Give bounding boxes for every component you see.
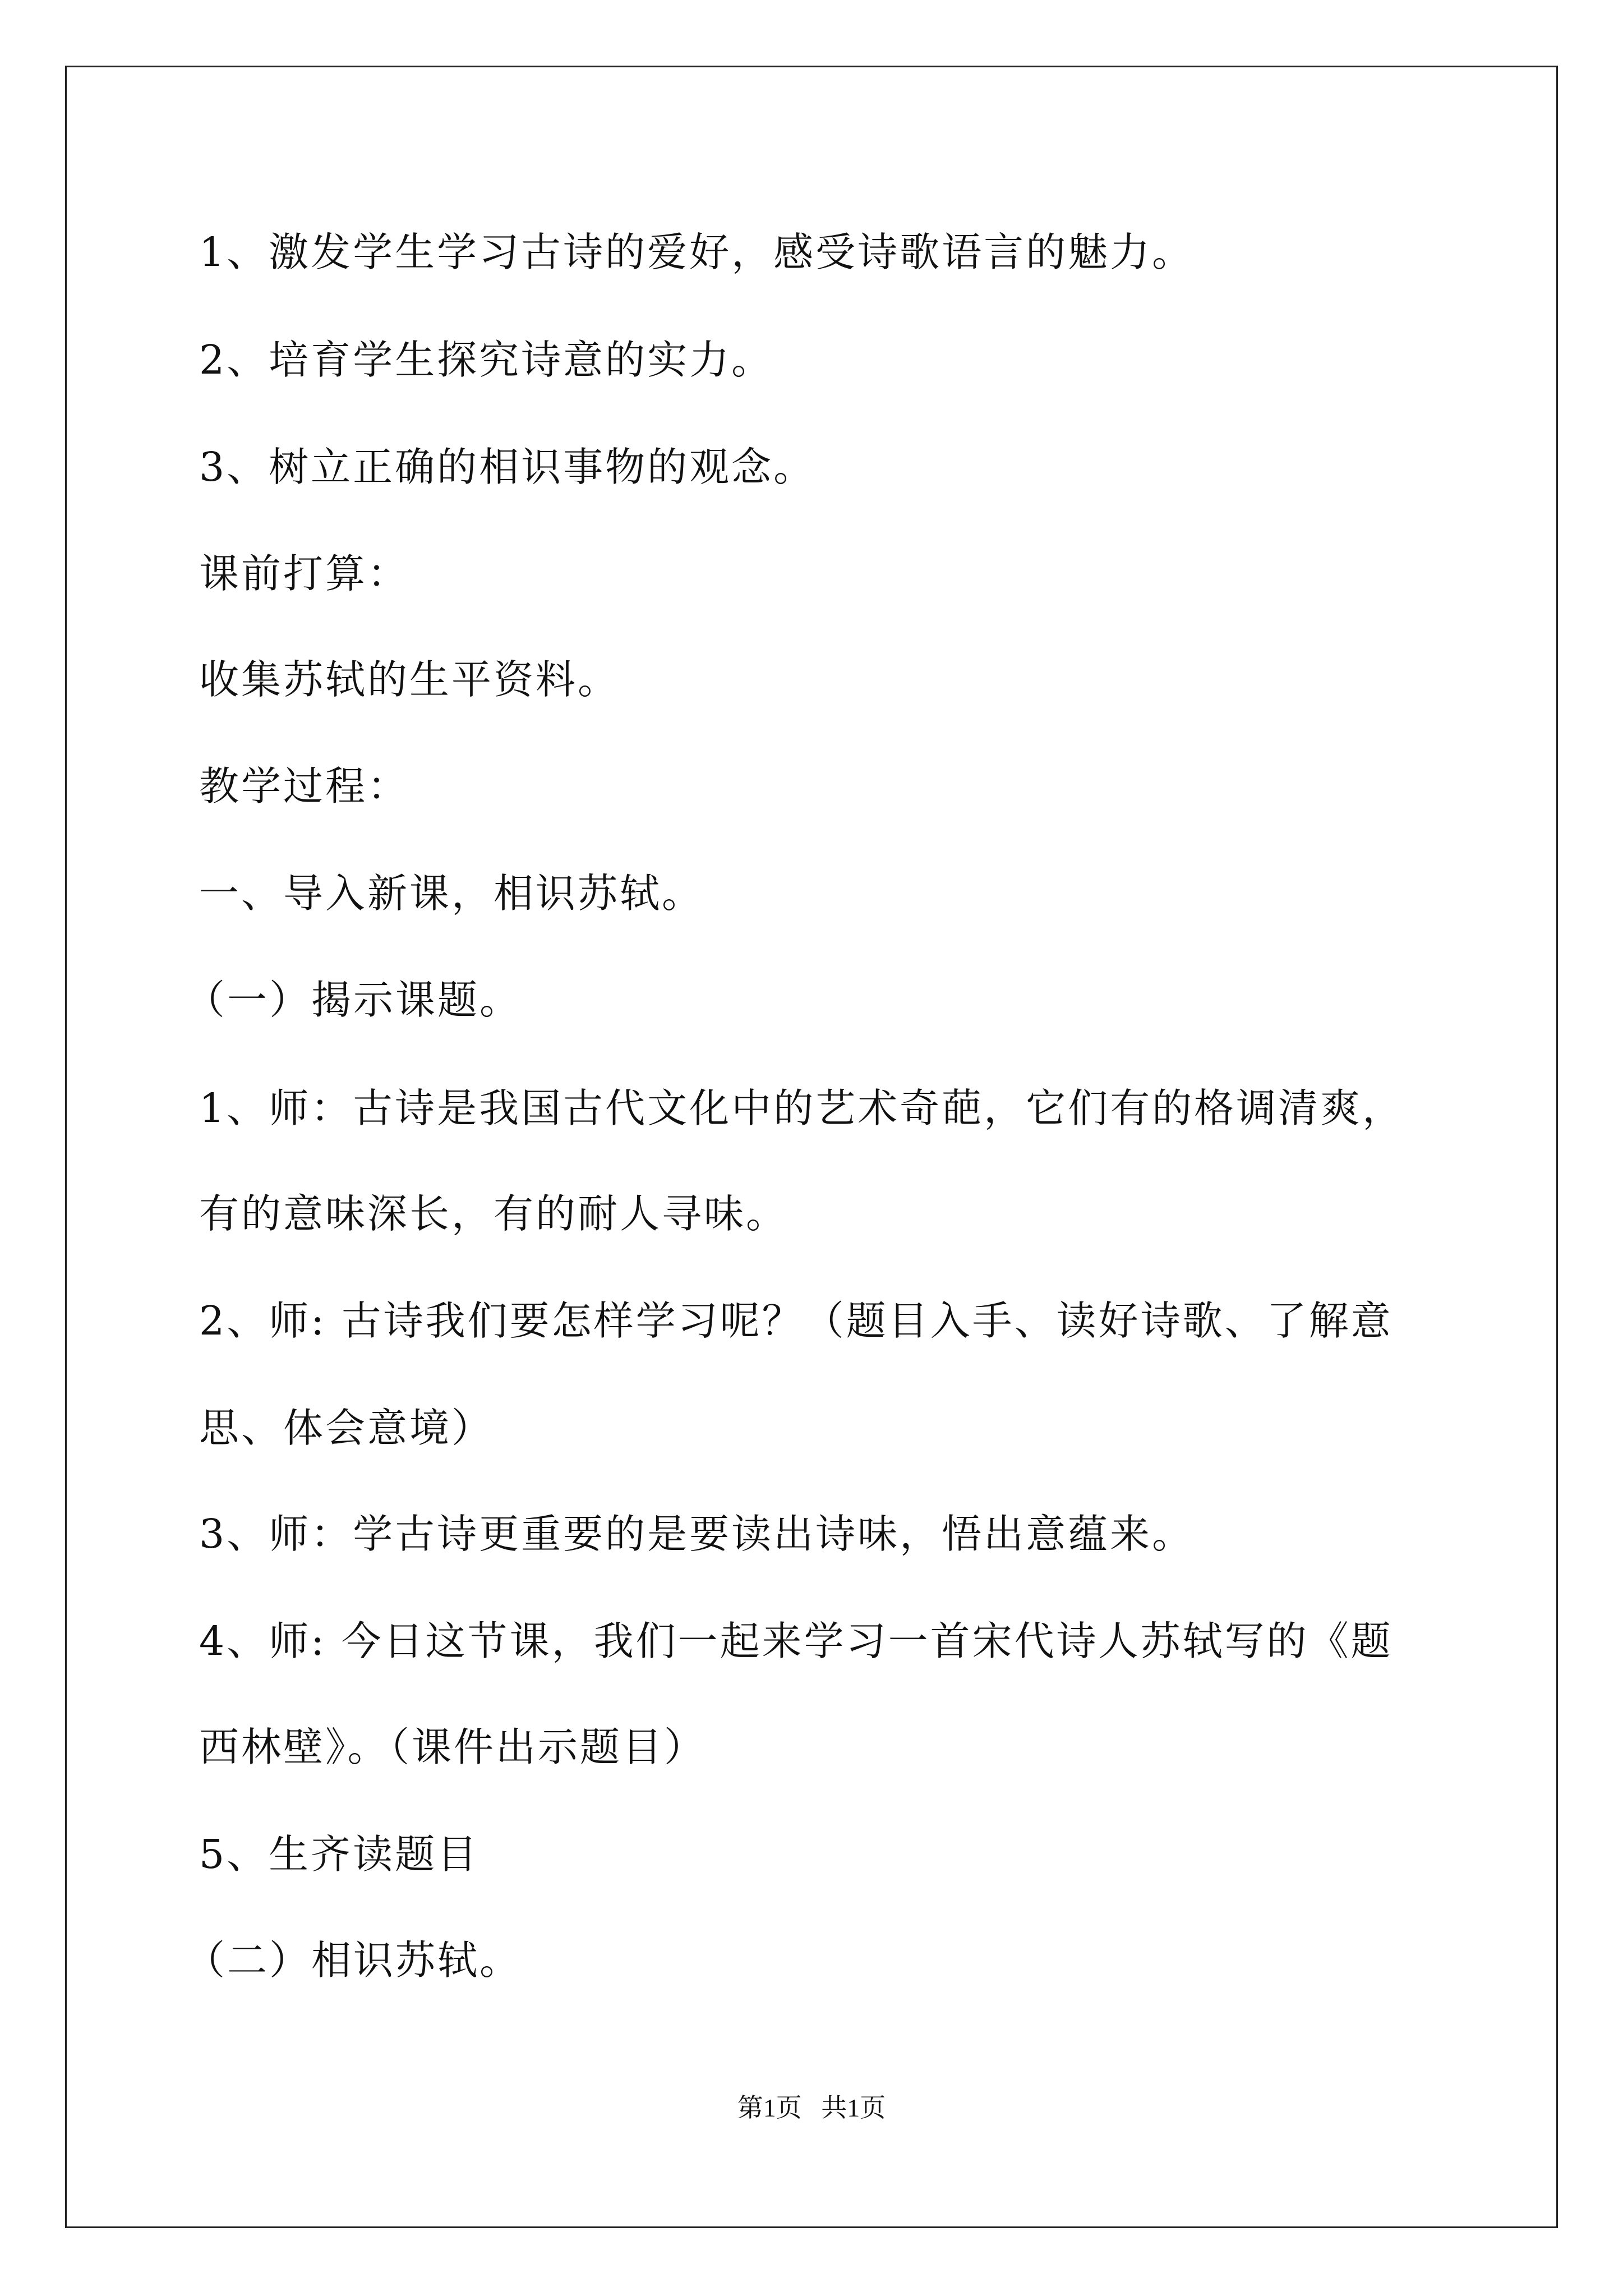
paragraph-step-2-line-2: 思、体会意境）: [199, 1405, 494, 1451]
paragraph-preparation: 收集苏轼的生平资料。: [199, 656, 620, 703]
page-footer: 第1页 共1页: [737, 2093, 886, 2122]
heading-subsection-1: （一）揭示课题。: [185, 977, 522, 1023]
heading-teaching-process: 教学过程：: [199, 763, 410, 809]
paragraph-step-1-line-2: 有的意味深长，有的耐人寻味。: [199, 1190, 789, 1237]
paragraph-step-2-line-1: 2、师: 古诗我们要怎样学习呢？（题目入手、读好诗歌、了解意: [199, 1297, 1393, 1344]
heading-section-1: 一、导入新课，相识苏轼。: [199, 870, 704, 917]
paragraph-step-3: 3、师：学古诗更重要的是要读出诗味，悟出意蕴来。: [199, 1511, 1195, 1557]
paragraph-step-5: 5、生齐读题目: [199, 1831, 479, 1878]
page-border: [65, 66, 1558, 2228]
paragraph-step-4-line-2: 西林壁》。（课件出示题目）: [199, 1724, 707, 1770]
paragraph-objective-2: 2、培育学生探究诗意的实力。: [199, 337, 774, 383]
heading-preparation: 课前打算：: [199, 550, 410, 597]
paragraph-objective-3: 3、树立正确的相识事物的观念。: [199, 444, 816, 490]
heading-subsection-2: （二）相识苏轼。: [185, 1937, 522, 1984]
paragraph-step-4-line-1: 4、师: 今日这节课，我们一起来学习一首宋代诗人苏轼写的《题: [199, 1618, 1393, 1664]
paragraph-step-1-line-1: 1、师：古诗是我国古代文化中的艺术奇葩，它们有的格调清爽，: [199, 1085, 1405, 1131]
paragraph-objective-1: 1、激发学生学习古诗的爱好，感受诗歌语言的魅力。: [199, 229, 1195, 275]
